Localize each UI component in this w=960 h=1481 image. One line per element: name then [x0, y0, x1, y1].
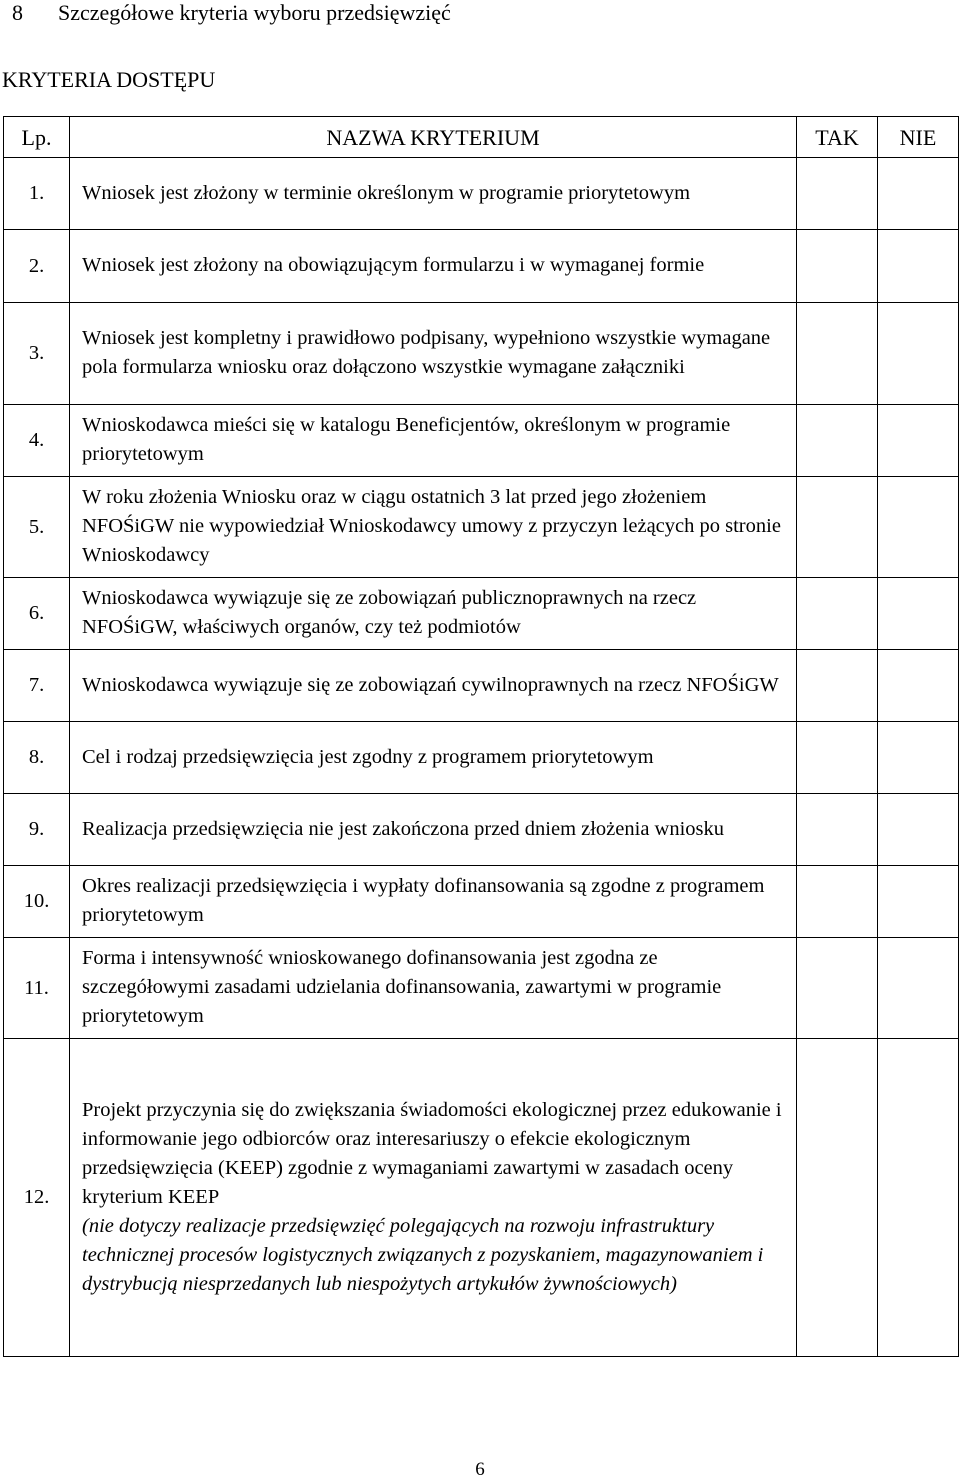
row-criterion: Forma i intensywność wnioskowanego dofinansowania jest zgodna ze szczegółowymi zasadami udzielania dofinansowania, zawartymi w programie priorytetowym — [70, 938, 797, 1039]
row-no-cell[interactable] — [878, 578, 959, 650]
row-yes-cell[interactable] — [797, 405, 878, 477]
row-no-cell[interactable] — [878, 303, 959, 405]
row-criterion-text: Projekt przyczynia się do zwiększania świadomości ekologicznej przez edukowanie i informowanie jego odbiorców oraz interesariuszy o efekcie ekologicznym przedsięwzięcia (KEEP) zgodnie z wymaganiami zawartymi w zasadach oceny kryterium KEEP — [82, 1098, 782, 1208]
row-lp: 10. — [4, 866, 70, 938]
row-criterion: Realizacja przedsięwzięcia nie jest zakończona przed dniem złożenia wniosku — [70, 794, 797, 866]
row-lp: 6. — [4, 578, 70, 650]
row-no-cell[interactable] — [878, 722, 959, 794]
row-criterion: Wniosek jest złożony w terminie określonym w programie priorytetowym — [70, 158, 797, 230]
row-lp: 7. — [4, 650, 70, 722]
row-lp: 4. — [4, 405, 70, 477]
header-yes: TAK — [797, 117, 878, 158]
criteria-table — [3, 116, 959, 1357]
row-lp: 3. — [4, 303, 70, 405]
row-no-cell[interactable] — [878, 405, 959, 477]
row-criterion: Wniosek jest złożony na obowiązującym formularzu i w wymaganej formie — [70, 230, 797, 303]
table-row — [4, 938, 959, 1039]
row-criterion-note: (nie dotyczy realizacje przedsięwzięć polegających na rozwoju infrastruktury technicznej procesów logistycznych związanych z pozyskaniem, magazynowaniem i dystrybucją niesprzedanych lub niespożytych artykułów żywnościowych) — [82, 1214, 764, 1295]
row-criterion: Wnioskodawca wywiązuje się ze zobowiązań cywilnoprawnych na rzecz NFOŚiGW — [70, 650, 797, 722]
row-yes-cell[interactable] — [797, 794, 878, 866]
table-row — [4, 303, 959, 405]
row-criterion: Okres realizacji przedsięwzięcia i wypłaty dofinansowania są zgodne z programem priorytetowym — [70, 866, 797, 938]
row-criterion — [70, 1039, 797, 1357]
page-number: 6 — [475, 1459, 485, 1480]
table-row — [4, 477, 959, 578]
row-yes-cell[interactable] — [797, 866, 878, 938]
table-row — [4, 578, 959, 650]
header-no: NIE — [878, 117, 959, 158]
row-criterion: Wniosek jest kompletny i prawidłowo podpisany, wypełniono wszystkie wymagane pola formularza wniosku oraz dołączono wszystkie wymagane załączniki — [70, 303, 797, 405]
table-row — [4, 405, 959, 477]
row-yes-cell[interactable] — [797, 650, 878, 722]
row-lp: 12. — [4, 1039, 70, 1357]
header-lp: Lp. — [4, 117, 70, 158]
row-no-cell[interactable] — [878, 794, 959, 866]
row-yes-cell[interactable] — [797, 1039, 878, 1357]
table-row — [4, 866, 959, 938]
row-criterion: Wnioskodawca mieści się w katalogu Beneficjentów, określonym w programie priorytetowym — [70, 405, 797, 477]
row-no-cell[interactable] — [878, 477, 959, 578]
row-lp: 5. — [4, 477, 70, 578]
row-yes-cell[interactable] — [797, 722, 878, 794]
table-row — [4, 1039, 959, 1357]
section-heading — [12, 0, 451, 26]
row-no-cell[interactable] — [878, 938, 959, 1039]
row-lp: 9. — [4, 794, 70, 866]
section-title: Szczegółowe kryteria wyboru przedsięwzięć — [58, 0, 451, 25]
row-lp: 2. — [4, 230, 70, 303]
row-yes-cell[interactable] — [797, 938, 878, 1039]
table-row — [4, 722, 959, 794]
row-no-cell[interactable] — [878, 158, 959, 230]
table-row — [4, 794, 959, 866]
row-yes-cell[interactable] — [797, 477, 878, 578]
row-no-cell[interactable] — [878, 1039, 959, 1357]
subheading: KRYTERIA DOSTĘPU — [2, 67, 216, 92]
row-lp: 8. — [4, 722, 70, 794]
row-criterion: Cel i rodzaj przedsięwzięcia jest zgodny z programem priorytetowym — [70, 722, 797, 794]
table-row — [4, 158, 959, 230]
section-number: 8 — [12, 0, 23, 25]
table-row — [4, 230, 959, 303]
header-name: NAZWA KRYTERIUM — [70, 117, 797, 158]
row-yes-cell[interactable] — [797, 158, 878, 230]
row-lp: 11. — [4, 938, 70, 1039]
row-yes-cell[interactable] — [797, 578, 878, 650]
table-header-row — [4, 117, 959, 158]
row-criterion: W roku złożenia Wniosku oraz w ciągu ostatnich 3 lat przed jego złożeniem NFOŚiGW nie wypowiedział Wnioskodawcy umowy z przyczyn leżących po stronie Wnioskodawcy — [70, 477, 797, 578]
row-yes-cell[interactable] — [797, 303, 878, 405]
row-criterion: Wnioskodawca wywiązuje się ze zobowiązań publicznoprawnych na rzecz NFOŚiGW, właściwych organów, czy też podmiotów — [70, 578, 797, 650]
row-no-cell[interactable] — [878, 650, 959, 722]
table-row — [4, 650, 959, 722]
row-lp: 1. — [4, 158, 70, 230]
row-yes-cell[interactable] — [797, 230, 878, 303]
row-no-cell[interactable] — [878, 230, 959, 303]
row-no-cell[interactable] — [878, 866, 959, 938]
